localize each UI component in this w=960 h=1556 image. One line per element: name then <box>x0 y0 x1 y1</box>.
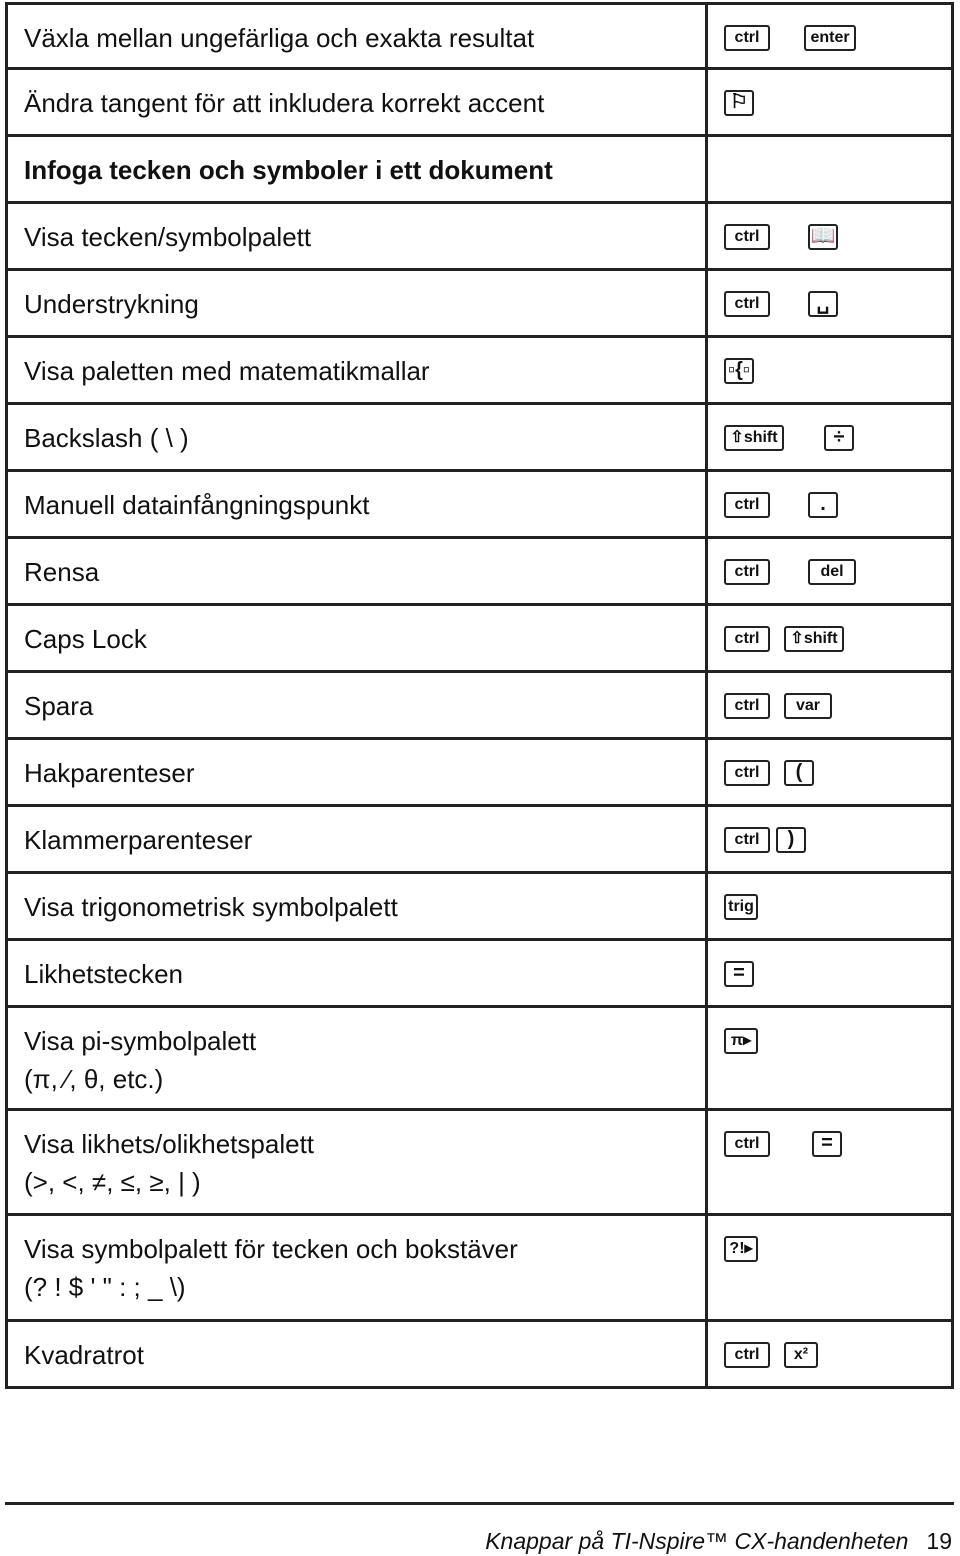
key-icon: ctrl <box>724 291 770 317</box>
description-line: Klammerparenteser <box>24 825 253 855</box>
shortcut-description <box>5 539 708 603</box>
key-icon: ctrl <box>724 760 770 786</box>
description-line: Rensa <box>24 557 100 587</box>
section-heading <box>5 137 708 201</box>
key-icon: ctrl <box>724 224 770 250</box>
description-line: Visa pi-symbolpalett <box>24 1026 257 1056</box>
shortcut-description <box>5 740 708 804</box>
shortcut-row <box>5 134 954 201</box>
shortcut-row <box>5 938 954 1005</box>
shortcut-description <box>5 1216 708 1319</box>
description-line: Kvadratrot <box>24 1340 144 1370</box>
description-line: (? ! $ ' " : ; _ \) <box>24 1272 186 1302</box>
description-line: Understrykning <box>24 289 199 319</box>
description-line: Caps Lock <box>24 624 147 654</box>
key-icon: ▫{▫ <box>724 358 754 384</box>
description-line: Hakparenteser <box>24 758 195 788</box>
description-line: Ändra tangent för att inkludera korrekt accent <box>24 88 545 118</box>
description-line: Likhetstecken <box>24 959 183 989</box>
key-icon: del <box>808 559 856 585</box>
shortcut-description <box>5 70 708 134</box>
key-combination <box>708 5 954 67</box>
key-combination <box>708 472 954 536</box>
shortcut-row <box>5 1213 954 1319</box>
shortcut-description <box>5 271 708 335</box>
shortcut-description <box>5 204 708 268</box>
key-icon: ctrl <box>724 25 770 51</box>
key-combination <box>708 338 954 402</box>
key-icon: = <box>724 961 754 987</box>
key-combination <box>708 405 954 469</box>
shortcut-row <box>5 402 954 469</box>
description-line: (π, ⁄, θ, etc.) <box>24 1064 164 1094</box>
key-icon: ⇧shift <box>724 425 784 451</box>
key-combination <box>708 807 954 871</box>
shortcut-description <box>5 807 708 871</box>
key-icon: var <box>784 693 832 719</box>
key-icon: ctrl <box>724 1342 770 1368</box>
key-icon: ctrl <box>724 1131 770 1157</box>
key-icon: ctrl <box>724 693 770 719</box>
shortcut-row <box>5 335 954 402</box>
shortcut-row <box>5 2 954 67</box>
footer-divider <box>5 1502 954 1505</box>
shortcut-row <box>5 67 954 134</box>
shortcut-description <box>5 1322 708 1386</box>
shortcut-table <box>5 2 954 1389</box>
shortcut-row <box>5 603 954 670</box>
shortcut-row <box>5 201 954 268</box>
shortcut-description <box>5 405 708 469</box>
key-combination <box>708 1322 954 1386</box>
key-icon: ÷ <box>824 425 854 451</box>
key-icon: ctrl <box>724 492 770 518</box>
key-combination <box>708 271 954 335</box>
description-line: Visa paletten med matematikmallar <box>24 356 430 386</box>
shortcut-description <box>5 1111 708 1213</box>
shortcut-row <box>5 469 954 536</box>
page-number: 19 <box>926 1528 952 1554</box>
key-icon: ctrl <box>724 827 770 853</box>
key-icon: trig <box>724 894 758 920</box>
key-icon: . <box>808 492 838 518</box>
key-combination <box>708 740 954 804</box>
key-combination <box>708 606 954 670</box>
key-icon: ?!▸ <box>724 1236 758 1262</box>
key-icon: enter <box>804 25 856 51</box>
shortcut-description <box>5 874 708 938</box>
key-icon: x² <box>784 1342 818 1368</box>
key-combination <box>708 673 954 737</box>
key-combination <box>708 539 954 603</box>
shortcut-row <box>5 804 954 871</box>
description-line: Backslash ( \ ) <box>24 423 189 453</box>
shortcut-description <box>5 941 708 1005</box>
footer-title: Knappar på TI-Nspire™ CX-handenheten <box>485 1528 909 1554</box>
description-line: Spara <box>24 691 94 721</box>
description-line: Visa symbolpalett för tecken och bokstäver <box>24 1234 518 1264</box>
page-footer <box>485 1528 952 1555</box>
description-line: Manuell datainfångningspunkt <box>24 490 370 520</box>
shortcut-description <box>5 338 708 402</box>
description-line: Visa tecken/symbolpalett <box>24 222 312 252</box>
shortcut-description <box>5 472 708 536</box>
key-icon: 📖 <box>808 224 838 250</box>
shortcut-row <box>5 1319 954 1389</box>
shortcut-description <box>5 673 708 737</box>
key-combination <box>708 1216 954 1319</box>
key-icon: ctrl <box>724 626 770 652</box>
shortcut-description <box>5 1008 708 1108</box>
shortcut-row <box>5 670 954 737</box>
key-icon: ctrl <box>724 559 770 585</box>
description-line: Visa likhets/olikhetspalett <box>24 1129 315 1159</box>
key-combination <box>708 137 954 201</box>
key-combination <box>708 1111 954 1213</box>
key-icon: ) <box>776 827 806 853</box>
shortcut-row <box>5 536 954 603</box>
key-combination <box>708 70 954 134</box>
description-line: (>, <, ≠, ≤, ≥, | ) <box>24 1167 201 1197</box>
description-line: Infoga tecken och symboler i ett dokument <box>24 155 553 185</box>
shortcut-description <box>5 5 708 67</box>
key-combination <box>708 874 954 938</box>
shortcut-row <box>5 1005 954 1108</box>
shortcut-description <box>5 606 708 670</box>
key-icon: ␣ <box>808 291 838 317</box>
key-combination <box>708 941 954 1005</box>
shortcut-row <box>5 737 954 804</box>
key-combination <box>708 1008 954 1108</box>
key-icon: ⇧shift <box>784 626 844 652</box>
description-line: Växla mellan ungefärliga och exakta resultat <box>24 23 535 53</box>
key-combination <box>708 204 954 268</box>
description-line: Visa trigonometrisk symbolpalett <box>24 892 398 922</box>
shortcut-row <box>5 871 954 938</box>
shortcut-row <box>5 268 954 335</box>
key-icon: ( <box>784 760 814 786</box>
shortcut-row <box>5 1108 954 1213</box>
key-icon: ⚐ <box>724 90 754 116</box>
key-icon: π▸ <box>724 1028 758 1054</box>
key-icon: = <box>812 1131 842 1157</box>
